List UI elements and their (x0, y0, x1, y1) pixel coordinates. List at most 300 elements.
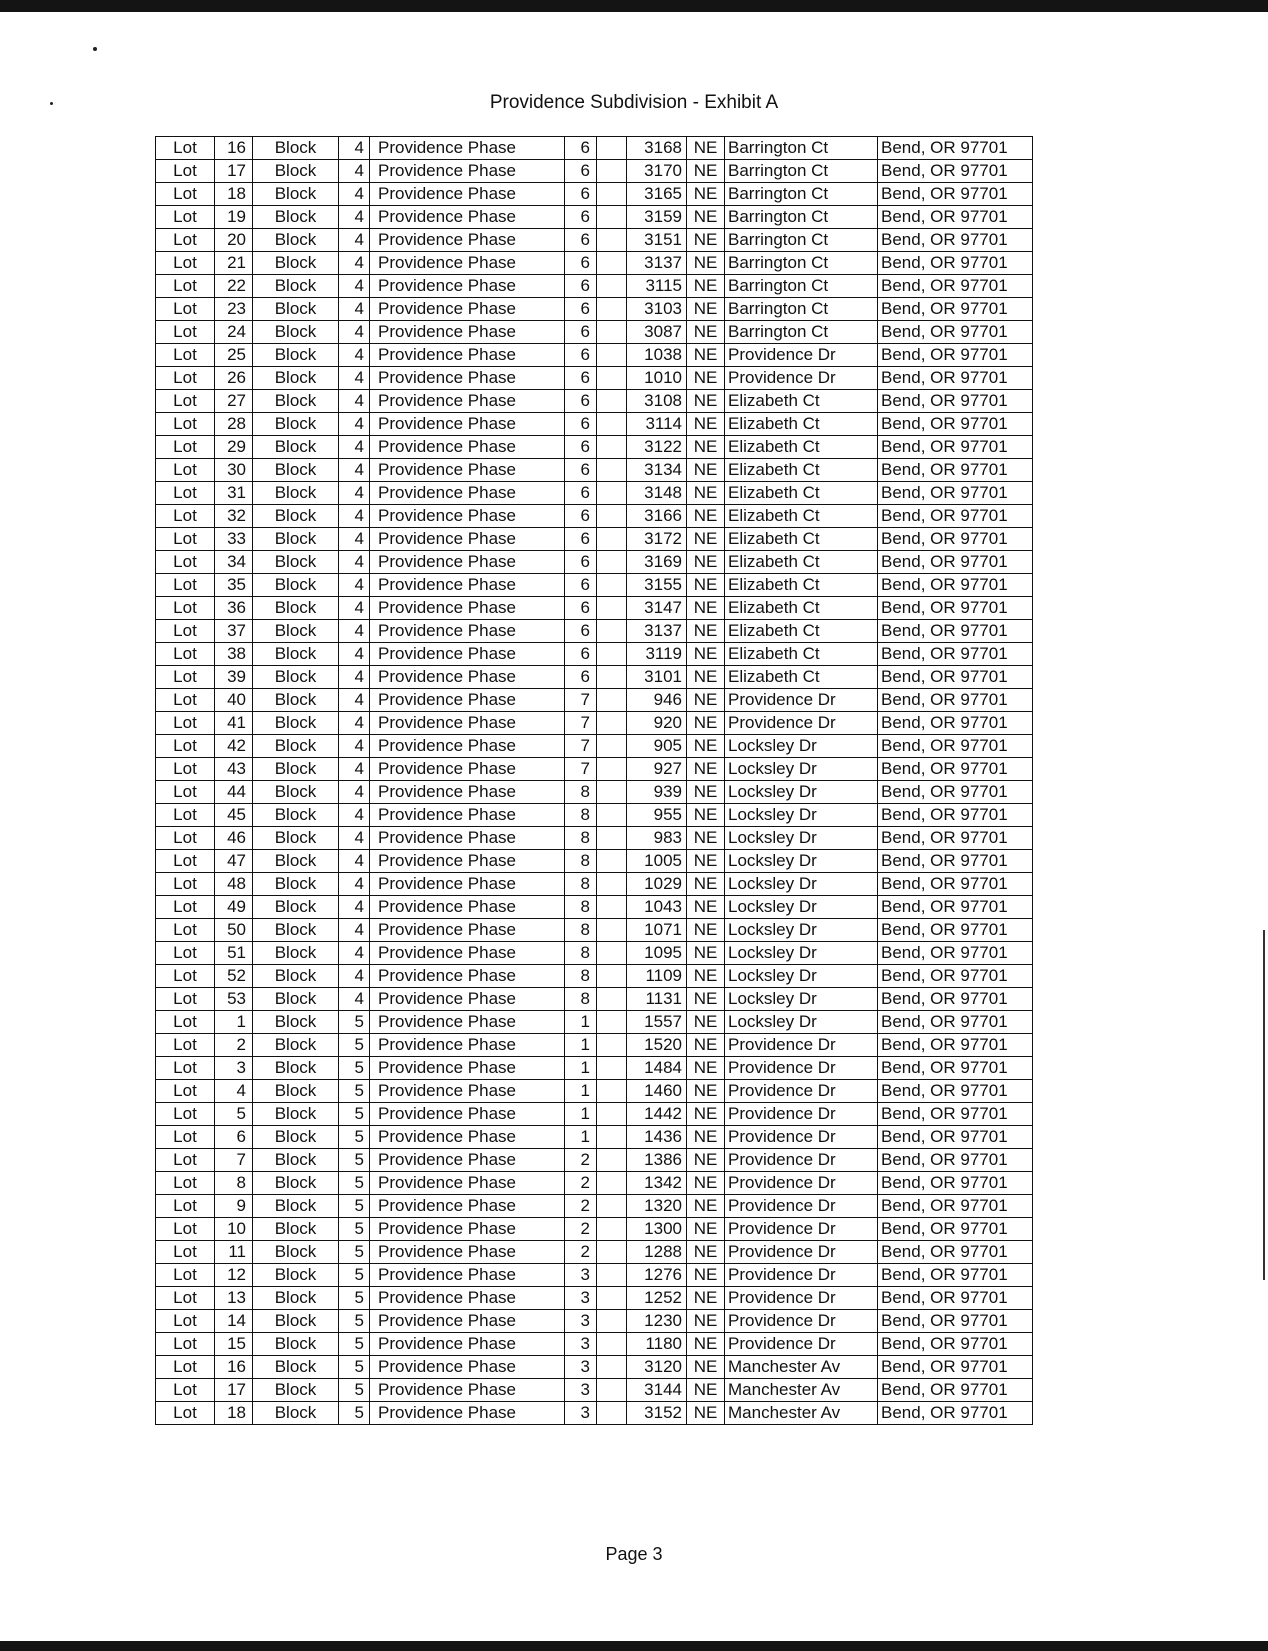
table-row (156, 1126, 1033, 1149)
street-name-cell: Barrington Ct (725, 321, 878, 344)
block-label-cell: Block (253, 160, 339, 183)
lot-label-cell: Lot (156, 735, 215, 758)
street-direction-cell: NE (687, 1057, 725, 1080)
lot-number-cell: 35 (215, 574, 253, 597)
street-name-cell: Elizabeth Ct (725, 643, 878, 666)
subdivision-cell: Providence Phase (370, 1057, 565, 1080)
phase-number-cell: 3 (565, 1310, 597, 1333)
phase-number-cell: 8 (565, 919, 597, 942)
city-state-zip-cell: Bend, OR 97701 (878, 321, 1033, 344)
phase-number-cell: 6 (565, 275, 597, 298)
block-number-cell: 4 (339, 942, 370, 965)
block-label-cell: Block (253, 505, 339, 528)
lot-number-cell: 30 (215, 459, 253, 482)
blank-cell (597, 804, 627, 827)
house-number-cell: 1180 (627, 1333, 687, 1356)
street-name-cell: Elizabeth Ct (725, 620, 878, 643)
phase-number-cell: 7 (565, 689, 597, 712)
block-label-cell: Block (253, 482, 339, 505)
table-row (156, 758, 1033, 781)
phase-number-cell: 2 (565, 1241, 597, 1264)
block-number-cell: 4 (339, 620, 370, 643)
lot-label-cell: Lot (156, 1333, 215, 1356)
street-name-cell: Barrington Ct (725, 206, 878, 229)
lot-label-cell: Lot (156, 804, 215, 827)
street-direction-cell: NE (687, 666, 725, 689)
table-row (156, 344, 1033, 367)
table-row (156, 850, 1033, 873)
subdivision-cell: Providence Phase (370, 1379, 565, 1402)
lot-number-cell: 23 (215, 298, 253, 321)
city-state-zip-cell: Bend, OR 97701 (878, 275, 1033, 298)
block-label-cell: Block (253, 1034, 339, 1057)
block-number-cell: 4 (339, 597, 370, 620)
block-number-cell: 4 (339, 689, 370, 712)
block-label-cell: Block (253, 1126, 339, 1149)
lot-label-cell: Lot (156, 1287, 215, 1310)
subdivision-cell: Providence Phase (370, 1264, 565, 1287)
phase-number-cell: 2 (565, 1195, 597, 1218)
phase-number-cell: 2 (565, 1149, 597, 1172)
city-state-zip-cell: Bend, OR 97701 (878, 873, 1033, 896)
blank-cell (597, 1218, 627, 1241)
street-direction-cell: NE (687, 321, 725, 344)
block-number-cell: 4 (339, 482, 370, 505)
table-row (156, 1287, 1033, 1310)
street-direction-cell: NE (687, 413, 725, 436)
house-number-cell: 1109 (627, 965, 687, 988)
street-name-cell: Locksley Dr (725, 758, 878, 781)
street-direction-cell: NE (687, 712, 725, 735)
house-number-cell: 1095 (627, 942, 687, 965)
phase-number-cell: 7 (565, 758, 597, 781)
lot-table (155, 136, 1033, 1425)
subdivision-cell: Providence Phase (370, 919, 565, 942)
house-number-cell: 983 (627, 827, 687, 850)
blank-cell (597, 344, 627, 367)
house-number-cell: 3137 (627, 620, 687, 643)
street-direction-cell: NE (687, 781, 725, 804)
city-state-zip-cell: Bend, OR 97701 (878, 988, 1033, 1011)
block-number-cell: 4 (339, 275, 370, 298)
subdivision-cell: Providence Phase (370, 896, 565, 919)
block-number-cell: 4 (339, 344, 370, 367)
street-name-cell: Providence Dr (725, 1149, 878, 1172)
block-label-cell: Block (253, 528, 339, 551)
street-direction-cell: NE (687, 229, 725, 252)
street-direction-cell: NE (687, 551, 725, 574)
table-row (156, 965, 1033, 988)
lot-label-cell: Lot (156, 1241, 215, 1264)
block-label-cell: Block (253, 597, 339, 620)
lot-label-cell: Lot (156, 1195, 215, 1218)
phase-number-cell: 6 (565, 413, 597, 436)
street-name-cell: Elizabeth Ct (725, 413, 878, 436)
city-state-zip-cell: Bend, OR 97701 (878, 413, 1033, 436)
blank-cell (597, 689, 627, 712)
block-label-cell: Block (253, 229, 339, 252)
house-number-cell: 3103 (627, 298, 687, 321)
block-number-cell: 4 (339, 229, 370, 252)
subdivision-cell: Providence Phase (370, 482, 565, 505)
block-number-cell: 4 (339, 321, 370, 344)
blank-cell (597, 850, 627, 873)
lot-number-cell: 40 (215, 689, 253, 712)
city-state-zip-cell: Bend, OR 97701 (878, 390, 1033, 413)
city-state-zip-cell: Bend, OR 97701 (878, 183, 1033, 206)
subdivision-cell: Providence Phase (370, 1333, 565, 1356)
table-row (156, 390, 1033, 413)
street-name-cell: Providence Dr (725, 1264, 878, 1287)
house-number-cell: 3115 (627, 275, 687, 298)
city-state-zip-cell: Bend, OR 97701 (878, 781, 1033, 804)
lot-label-cell: Lot (156, 1310, 215, 1333)
block-number-cell: 5 (339, 1126, 370, 1149)
block-number-cell: 4 (339, 965, 370, 988)
blank-cell (597, 160, 627, 183)
street-direction-cell: NE (687, 183, 725, 206)
city-state-zip-cell: Bend, OR 97701 (878, 758, 1033, 781)
city-state-zip-cell: Bend, OR 97701 (878, 252, 1033, 275)
street-direction-cell: NE (687, 1356, 725, 1379)
street-name-cell: Locksley Dr (725, 919, 878, 942)
subdivision-cell: Providence Phase (370, 804, 565, 827)
street-direction-cell: NE (687, 758, 725, 781)
lot-number-cell: 26 (215, 367, 253, 390)
city-state-zip-cell: Bend, OR 97701 (878, 1149, 1033, 1172)
lot-label-cell: Lot (156, 781, 215, 804)
lot-number-cell: 49 (215, 896, 253, 919)
phase-number-cell: 6 (565, 459, 597, 482)
phase-number-cell: 2 (565, 1172, 597, 1195)
block-number-cell: 5 (339, 1149, 370, 1172)
blank-cell (597, 873, 627, 896)
subdivision-cell: Providence Phase (370, 1241, 565, 1264)
phase-number-cell: 6 (565, 252, 597, 275)
table-row (156, 252, 1033, 275)
block-label-cell: Block (253, 1172, 339, 1195)
street-direction-cell: NE (687, 873, 725, 896)
subdivision-cell: Providence Phase (370, 1080, 565, 1103)
block-number-cell: 4 (339, 390, 370, 413)
city-state-zip-cell: Bend, OR 97701 (878, 1310, 1033, 1333)
street-name-cell: Providence Dr (725, 1172, 878, 1195)
phase-number-cell: 6 (565, 505, 597, 528)
block-label-cell: Block (253, 1149, 339, 1172)
street-name-cell: Providence Dr (725, 1241, 878, 1264)
street-direction-cell: NE (687, 965, 725, 988)
lot-number-cell: 17 (215, 1379, 253, 1402)
house-number-cell: 1010 (627, 367, 687, 390)
phase-number-cell: 6 (565, 528, 597, 551)
lot-label-cell: Lot (156, 919, 215, 942)
street-name-cell: Locksley Dr (725, 804, 878, 827)
blank-cell (597, 551, 627, 574)
block-number-cell: 4 (339, 505, 370, 528)
street-name-cell: Locksley Dr (725, 896, 878, 919)
street-name-cell: Locksley Dr (725, 942, 878, 965)
table-row (156, 1149, 1033, 1172)
lot-number-cell: 10 (215, 1218, 253, 1241)
blank-cell (597, 1264, 627, 1287)
street-direction-cell: NE (687, 390, 725, 413)
lot-label-cell: Lot (156, 1126, 215, 1149)
lot-number-cell: 8 (215, 1172, 253, 1195)
blank-cell (597, 1149, 627, 1172)
phase-number-cell: 8 (565, 965, 597, 988)
table-row (156, 1057, 1033, 1080)
blank-cell (597, 597, 627, 620)
lot-label-cell: Lot (156, 988, 215, 1011)
city-state-zip-cell: Bend, OR 97701 (878, 804, 1033, 827)
street-name-cell: Elizabeth Ct (725, 459, 878, 482)
city-state-zip-cell: Bend, OR 97701 (878, 1333, 1033, 1356)
table-row (156, 206, 1033, 229)
street-direction-cell: NE (687, 528, 725, 551)
phase-number-cell: 1 (565, 1011, 597, 1034)
block-label-cell: Block (253, 873, 339, 896)
house-number-cell: 1029 (627, 873, 687, 896)
street-direction-cell: NE (687, 1218, 725, 1241)
city-state-zip-cell: Bend, OR 97701 (878, 965, 1033, 988)
house-number-cell: 905 (627, 735, 687, 758)
street-name-cell: Manchester Av (725, 1379, 878, 1402)
block-number-cell: 5 (339, 1172, 370, 1195)
subdivision-cell: Providence Phase (370, 942, 565, 965)
phase-number-cell: 3 (565, 1264, 597, 1287)
subdivision-cell: Providence Phase (370, 229, 565, 252)
blank-cell (597, 781, 627, 804)
block-number-cell: 4 (339, 804, 370, 827)
block-number-cell: 5 (339, 1011, 370, 1034)
table-row (156, 1103, 1033, 1126)
lot-label-cell: Lot (156, 321, 215, 344)
house-number-cell: 927 (627, 758, 687, 781)
house-number-cell: 3087 (627, 321, 687, 344)
subdivision-cell: Providence Phase (370, 1103, 565, 1126)
block-number-cell: 5 (339, 1034, 370, 1057)
phase-number-cell: 6 (565, 620, 597, 643)
lot-number-cell: 51 (215, 942, 253, 965)
lot-number-cell: 32 (215, 505, 253, 528)
street-name-cell: Providence Dr (725, 1034, 878, 1057)
phase-number-cell: 2 (565, 1218, 597, 1241)
lot-label-cell: Lot (156, 551, 215, 574)
street-name-cell: Barrington Ct (725, 298, 878, 321)
lot-number-cell: 15 (215, 1333, 253, 1356)
block-label-cell: Block (253, 183, 339, 206)
block-label-cell: Block (253, 850, 339, 873)
lot-label-cell: Lot (156, 344, 215, 367)
lot-number-cell: 37 (215, 620, 253, 643)
block-number-cell: 4 (339, 137, 370, 160)
lot-label-cell: Lot (156, 1103, 215, 1126)
house-number-cell: 1252 (627, 1287, 687, 1310)
block-label-cell: Block (253, 574, 339, 597)
street-name-cell: Providence Dr (725, 1310, 878, 1333)
scan-bottom-border (0, 1641, 1268, 1651)
house-number-cell: 3137 (627, 252, 687, 275)
house-number-cell: 3168 (627, 137, 687, 160)
street-name-cell: Manchester Av (725, 1402, 878, 1425)
block-label-cell: Block (253, 643, 339, 666)
lot-label-cell: Lot (156, 758, 215, 781)
blank-cell (597, 827, 627, 850)
phase-number-cell: 6 (565, 482, 597, 505)
lot-label-cell: Lot (156, 1080, 215, 1103)
street-name-cell: Elizabeth Ct (725, 666, 878, 689)
street-name-cell: Locksley Dr (725, 1011, 878, 1034)
lot-number-cell: 7 (215, 1149, 253, 1172)
block-number-cell: 4 (339, 988, 370, 1011)
block-label-cell: Block (253, 666, 339, 689)
city-state-zip-cell: Bend, OR 97701 (878, 1287, 1033, 1310)
street-direction-cell: NE (687, 850, 725, 873)
subdivision-cell: Providence Phase (370, 1287, 565, 1310)
blank-cell (597, 275, 627, 298)
house-number-cell: 1131 (627, 988, 687, 1011)
lot-number-cell: 17 (215, 160, 253, 183)
table-row (156, 1402, 1033, 1425)
phase-number-cell: 6 (565, 574, 597, 597)
scan-speck (93, 47, 97, 51)
blank-cell (597, 1333, 627, 1356)
street-direction-cell: NE (687, 482, 725, 505)
block-number-cell: 4 (339, 574, 370, 597)
street-name-cell: Manchester Av (725, 1356, 878, 1379)
block-label-cell: Block (253, 413, 339, 436)
block-number-cell: 5 (339, 1333, 370, 1356)
lot-label-cell: Lot (156, 413, 215, 436)
lot-number-cell: 5 (215, 1103, 253, 1126)
blank-cell (597, 712, 627, 735)
street-direction-cell: NE (687, 735, 725, 758)
lot-number-cell: 16 (215, 1356, 253, 1379)
street-direction-cell: NE (687, 988, 725, 1011)
lot-number-cell: 38 (215, 643, 253, 666)
block-label-cell: Block (253, 1103, 339, 1126)
subdivision-cell: Providence Phase (370, 1034, 565, 1057)
street-direction-cell: NE (687, 896, 725, 919)
lot-number-cell: 45 (215, 804, 253, 827)
blank-cell (597, 367, 627, 390)
street-direction-cell: NE (687, 1310, 725, 1333)
block-label-cell: Block (253, 919, 339, 942)
lot-label-cell: Lot (156, 666, 215, 689)
block-number-cell: 4 (339, 712, 370, 735)
street-direction-cell: NE (687, 689, 725, 712)
block-label-cell: Block (253, 1264, 339, 1287)
phase-number-cell: 3 (565, 1379, 597, 1402)
city-state-zip-cell: Bend, OR 97701 (878, 919, 1033, 942)
street-name-cell: Providence Dr (725, 712, 878, 735)
city-state-zip-cell: Bend, OR 97701 (878, 528, 1033, 551)
house-number-cell: 3114 (627, 413, 687, 436)
lot-number-cell: 48 (215, 873, 253, 896)
house-number-cell: 1436 (627, 1126, 687, 1149)
street-name-cell: Elizabeth Ct (725, 390, 878, 413)
street-direction-cell: NE (687, 1195, 725, 1218)
block-number-cell: 4 (339, 413, 370, 436)
street-name-cell: Elizabeth Ct (725, 505, 878, 528)
subdivision-cell: Providence Phase (370, 735, 565, 758)
subdivision-cell: Providence Phase (370, 551, 565, 574)
blank-cell (597, 620, 627, 643)
subdivision-cell: Providence Phase (370, 712, 565, 735)
blank-cell (597, 919, 627, 942)
block-number-cell: 5 (339, 1080, 370, 1103)
street-name-cell: Providence Dr (725, 1218, 878, 1241)
house-number-cell: 1442 (627, 1103, 687, 1126)
phase-number-cell: 8 (565, 850, 597, 873)
blank-cell (597, 1287, 627, 1310)
table-row (156, 160, 1033, 183)
phase-number-cell: 8 (565, 804, 597, 827)
subdivision-cell: Providence Phase (370, 1402, 565, 1425)
lot-label-cell: Lot (156, 1011, 215, 1034)
lot-number-cell: 21 (215, 252, 253, 275)
block-label-cell: Block (253, 252, 339, 275)
house-number-cell: 1320 (627, 1195, 687, 1218)
block-number-cell: 5 (339, 1195, 370, 1218)
table-row (156, 643, 1033, 666)
lot-label-cell: Lot (156, 1379, 215, 1402)
city-state-zip-cell: Bend, OR 97701 (878, 735, 1033, 758)
subdivision-cell: Providence Phase (370, 367, 565, 390)
street-direction-cell: NE (687, 206, 725, 229)
city-state-zip-cell: Bend, OR 97701 (878, 229, 1033, 252)
city-state-zip-cell: Bend, OR 97701 (878, 1080, 1033, 1103)
subdivision-cell: Providence Phase (370, 1195, 565, 1218)
house-number-cell: 3122 (627, 436, 687, 459)
block-label-cell: Block (253, 367, 339, 390)
table-row (156, 1310, 1033, 1333)
table-row (156, 1080, 1033, 1103)
lot-label-cell: Lot (156, 1356, 215, 1379)
block-number-cell: 5 (339, 1356, 370, 1379)
house-number-cell: 3172 (627, 528, 687, 551)
lot-number-cell: 14 (215, 1310, 253, 1333)
lot-number-cell: 50 (215, 919, 253, 942)
block-label-cell: Block (253, 758, 339, 781)
phase-number-cell: 1 (565, 1126, 597, 1149)
house-number-cell: 3101 (627, 666, 687, 689)
lot-number-cell: 11 (215, 1241, 253, 1264)
lot-label-cell: Lot (156, 850, 215, 873)
blank-cell (597, 735, 627, 758)
subdivision-cell: Providence Phase (370, 1126, 565, 1149)
table-row (156, 183, 1033, 206)
street-direction-cell: NE (687, 597, 725, 620)
lot-label-cell: Lot (156, 367, 215, 390)
block-number-cell: 5 (339, 1218, 370, 1241)
blank-cell (597, 1126, 627, 1149)
lot-number-cell: 16 (215, 137, 253, 160)
table-row (156, 942, 1033, 965)
block-label-cell: Block (253, 1241, 339, 1264)
house-number-cell: 3108 (627, 390, 687, 413)
block-label-cell: Block (253, 298, 339, 321)
lot-number-cell: 42 (215, 735, 253, 758)
lot-label-cell: Lot (156, 459, 215, 482)
block-number-cell: 4 (339, 919, 370, 942)
blank-cell (597, 206, 627, 229)
city-state-zip-cell: Bend, OR 97701 (878, 436, 1033, 459)
table-row (156, 574, 1033, 597)
lot-label-cell: Lot (156, 965, 215, 988)
subdivision-cell: Providence Phase (370, 275, 565, 298)
street-name-cell: Providence Dr (725, 1333, 878, 1356)
